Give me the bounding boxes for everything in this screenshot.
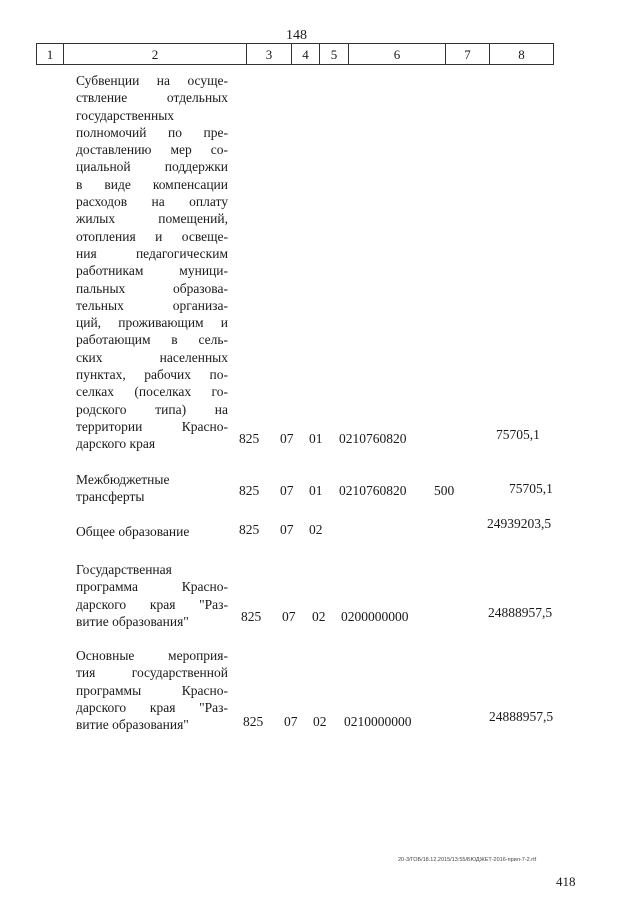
header-col-6: 6 bbox=[349, 44, 446, 64]
row-2-col-3: 825 bbox=[239, 483, 260, 498]
row-5-col-5: 02 bbox=[313, 714, 327, 729]
row-1-line: доставлению мер со- bbox=[76, 142, 228, 158]
row-3-col-3: 825 bbox=[239, 522, 260, 537]
row-3-col-5: 02 bbox=[309, 522, 323, 537]
header-col-3: 3 bbox=[247, 44, 292, 64]
row-2-line: Межбюджетные bbox=[76, 472, 170, 487]
row-5-line: тия государственной bbox=[76, 665, 228, 681]
row-3-line: Общее образование bbox=[76, 524, 190, 539]
row-5-line: витие образования" bbox=[76, 717, 189, 733]
header-col-2: 2 bbox=[64, 44, 247, 64]
row-5-line: Основные мероприя- bbox=[76, 648, 228, 663]
row-4-line: программа Красно- bbox=[76, 579, 228, 595]
row-1-col-4: 07 bbox=[280, 431, 294, 446]
row-1-line: территории Красно- bbox=[76, 418, 228, 434]
row-1-line: в виде компенсации bbox=[76, 176, 228, 192]
row-1-line: работающим в сель- bbox=[76, 332, 228, 348]
row-3-col-8: 24939203,5 bbox=[487, 516, 552, 531]
footer-page-number: 418 bbox=[556, 874, 576, 889]
row-4-line: дарского края "Раз- bbox=[76, 596, 228, 612]
row-2-description bbox=[76, 471, 228, 506]
row-1-line: пунктах, рабочих по- bbox=[76, 367, 228, 383]
header-col-7: 7 bbox=[446, 44, 490, 64]
row-1-line: ских населенных bbox=[76, 349, 228, 365]
header-col-5: 5 bbox=[320, 44, 349, 64]
row-4-line: витие образования" bbox=[76, 613, 189, 629]
row-1-line: дарского края bbox=[76, 436, 156, 452]
row-2-col-5: 01 bbox=[309, 483, 323, 498]
row-1-line: работникам муници- bbox=[76, 263, 228, 279]
row-1-col-5: 01 bbox=[309, 431, 323, 446]
row-2-line: трансферты bbox=[76, 489, 145, 505]
row-5-col-3: 825 bbox=[243, 714, 264, 729]
row-1-line: полномочий по пре- bbox=[76, 124, 228, 140]
row-3-description bbox=[76, 523, 228, 540]
row-5-description bbox=[76, 647, 228, 733]
row-1-description bbox=[76, 72, 228, 453]
row-1-line: селках (поселках го- bbox=[76, 384, 228, 400]
row-1-line: ния педагогическим bbox=[76, 245, 228, 261]
row-5-line: программы Красно- bbox=[76, 682, 228, 698]
row-4-col-8: 24888957,5 bbox=[488, 605, 553, 620]
row-1-line: ций, проживающим и bbox=[76, 315, 228, 331]
header-col-8: 8 bbox=[518, 47, 525, 62]
row-1-line: ствление отдельных bbox=[76, 90, 228, 106]
table-header-row bbox=[36, 43, 554, 65]
row-1-line: отопления и освеще- bbox=[76, 228, 228, 244]
row-4-col-3: 825 bbox=[241, 609, 262, 624]
row-1-col-8: 75705,1 bbox=[496, 427, 540, 442]
row-4-line: Государственная bbox=[76, 562, 172, 577]
footer-file-meta: 20-3/ГОБ/18.12.2015/13:55/БЮДЖЕТ-2016-прил-7-2.rtf bbox=[398, 857, 537, 863]
row-1-col-6: 0210760820 bbox=[339, 431, 407, 446]
row-1-line: тельных организа- bbox=[76, 297, 228, 313]
row-5-col-6: 0210000000 bbox=[344, 714, 412, 729]
row-2-col-8: 75705,1 bbox=[509, 481, 553, 496]
row-5-col-4: 07 bbox=[284, 714, 298, 729]
row-2-col-7: 500 bbox=[434, 483, 455, 498]
row-4-col-5: 02 bbox=[312, 609, 326, 624]
page-number-top: 148 bbox=[286, 28, 307, 43]
row-1-line: циальной поддержки bbox=[76, 159, 228, 175]
row-1-line: расходов на оплату bbox=[76, 194, 228, 210]
row-1-line: пальных образова- bbox=[76, 280, 228, 296]
row-5-line: дарского края "Раз- bbox=[76, 699, 228, 715]
row-1-line: государственных bbox=[76, 107, 175, 123]
row-4-col-4: 07 bbox=[282, 609, 296, 624]
header-col-4: 4 bbox=[292, 44, 320, 64]
row-1-col-3: 825 bbox=[239, 431, 260, 446]
row-2-col-4: 07 bbox=[280, 483, 294, 498]
row-3-col-4: 07 bbox=[280, 522, 294, 537]
row-1-line: родского типа) на bbox=[76, 401, 228, 417]
row-4-description bbox=[76, 561, 228, 630]
row-1-line: Субвенции на осуще- bbox=[76, 73, 228, 88]
row-2-col-6: 0210760820 bbox=[339, 483, 407, 498]
row-1-line: жилых помещений, bbox=[76, 211, 228, 227]
row-4-col-6: 0200000000 bbox=[341, 609, 409, 624]
header-col-1: 1 bbox=[37, 44, 64, 64]
row-5-col-8: 24888957,5 bbox=[489, 709, 554, 724]
